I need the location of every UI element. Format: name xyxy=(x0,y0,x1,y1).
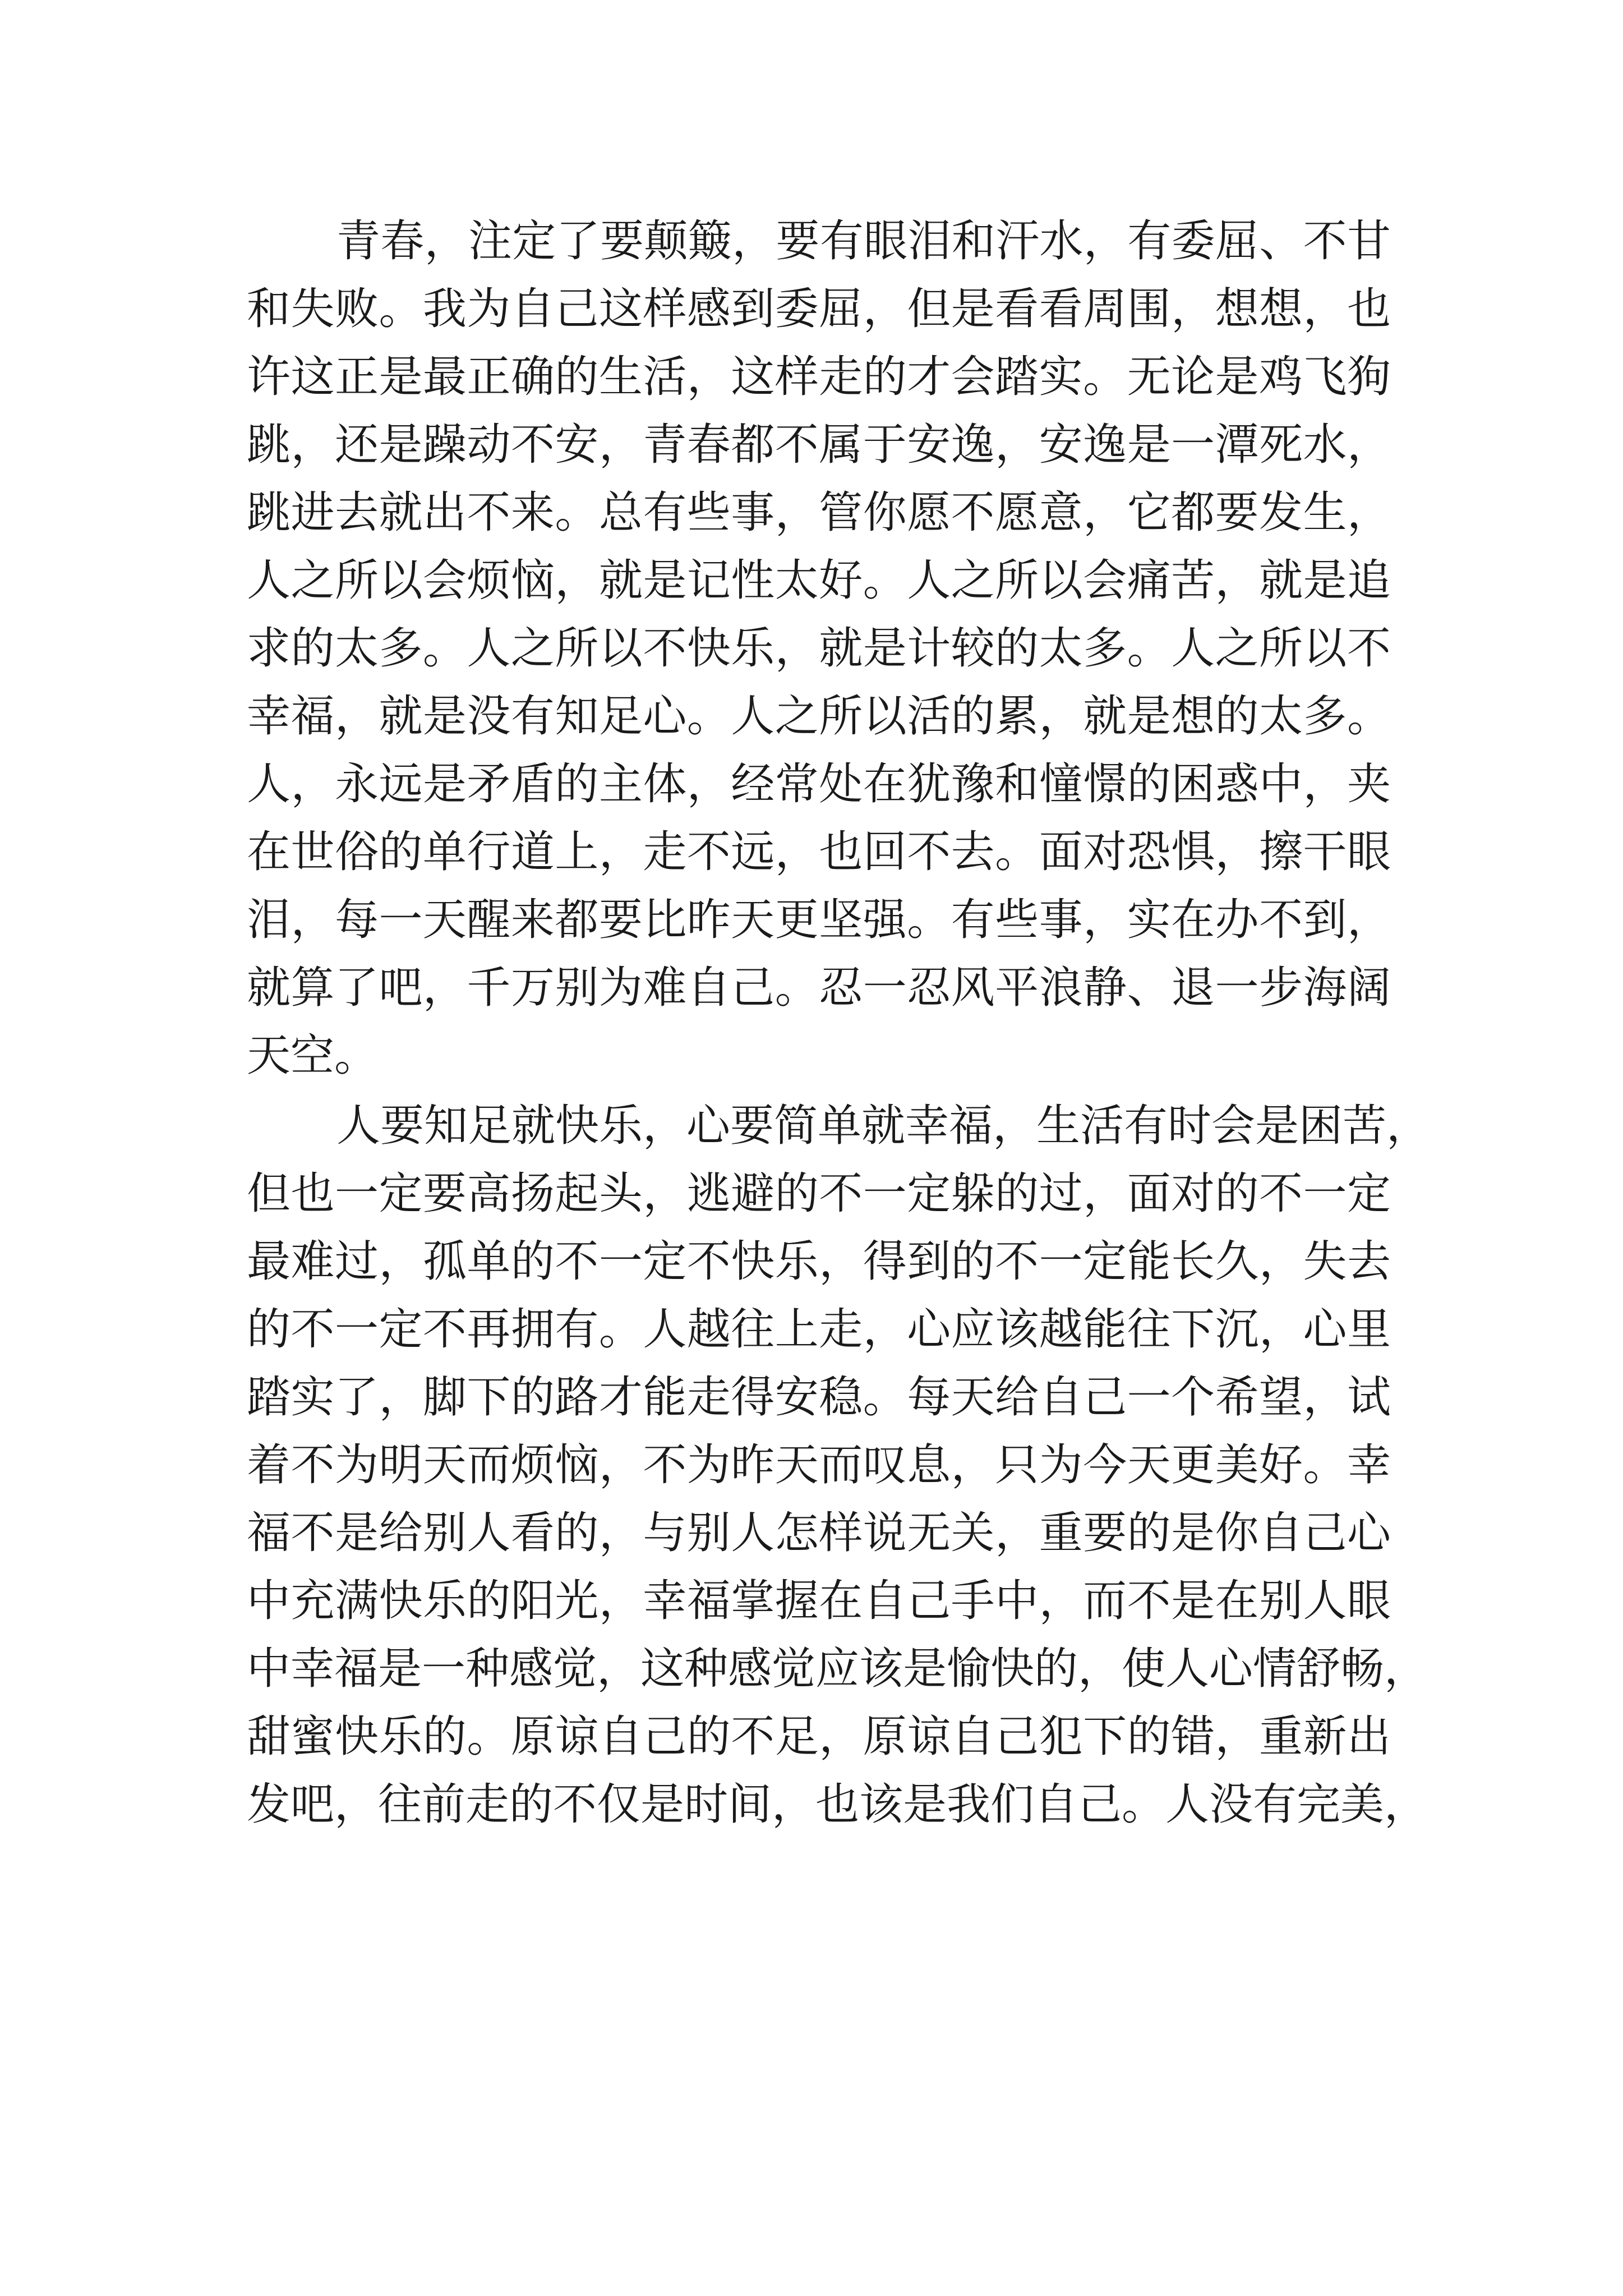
text-line: 幸福，就是没有知足心。人之所以活的累，就是想的太多。 xyxy=(247,691,1391,742)
text-line: 在世俗的单行道上，走不远，也回不去。面对恐惧，擦干眼 xyxy=(247,827,1391,877)
text-line: 天空。 xyxy=(247,1030,379,1081)
text-line: 中充满快乐的阳光，幸福掌握在自己手中，而不是在别人眼 xyxy=(247,1576,1391,1626)
text-line: 发吧，往前走的不仅是时间，也该是我们自己。人没有完美， xyxy=(247,1779,1428,1830)
text-line: 泪，每一天醒来都要比昨天更坚强。有些事，实在办不到， xyxy=(247,895,1391,945)
text-line: 中幸福是一种感觉，这种感觉应该是愉快的，使人心情舒畅， xyxy=(247,1644,1428,1694)
text-line: 最难过，孤单的不一定不快乐，得到的不一定能长久，失去 xyxy=(247,1236,1391,1287)
paragraph-2 xyxy=(247,1092,1431,1839)
text-line: 跳，还是躁动不安，青春都不属于安逸，安逸是一潭死水， xyxy=(247,420,1391,470)
text-line: 青春，注定了要颠簸，要有眼泪和汗水，有委屈、不甘 xyxy=(336,216,1391,266)
paragraph-1 xyxy=(247,208,1391,1090)
text-line: 的不一定不再拥有。人越往上走，心应该越能往下沉，心里 xyxy=(247,1304,1391,1355)
text-line: 甜蜜快乐的。原谅自己的不足，原谅自己犯下的错，重新出 xyxy=(247,1711,1391,1762)
text-line: 跳进去就出不来。总有些事，管你愿不愿意，它都要发生， xyxy=(247,487,1391,538)
text-line: 人之所以会烦恼，就是记性太好。人之所以会痛苦，就是追 xyxy=(247,555,1391,606)
text-line: 许这正是最正确的生活，这样走的才会踏实。无论是鸡飞狗 xyxy=(247,352,1391,402)
text-line: 人要知足就快乐，心要简单就幸福，生活有时会是困苦， xyxy=(336,1101,1431,1151)
text-line: 但也一定要高扬起头，逃避的不一定躲的过，面对的不一定 xyxy=(247,1168,1391,1219)
text-line: 人，永远是矛盾的主体，经常处在犹豫和憧憬的困惑中，夹 xyxy=(247,759,1391,809)
text-line: 求的太多。人之所以不快乐，就是计较的太多。人之所以不 xyxy=(247,623,1391,674)
text-line: 着不为明天而烦恼，不为昨天而叹息，只为今天更美好。幸 xyxy=(247,1440,1391,1490)
text-line: 踏实了，脚下的路才能走得安稳。每天给自己一个希望，试 xyxy=(247,1372,1391,1423)
text-line: 福不是给别人看的，与别人怎样说无关，重要的是你自己心 xyxy=(247,1508,1391,1558)
text-line: 和失败。我为自己这样感到委屈，但是看看周围，想想，也 xyxy=(247,284,1391,334)
text-line: 就算了吧，千万别为难自己。忍一忍风平浪静、退一步海阔 xyxy=(247,963,1391,1013)
document-body xyxy=(247,208,1431,1839)
